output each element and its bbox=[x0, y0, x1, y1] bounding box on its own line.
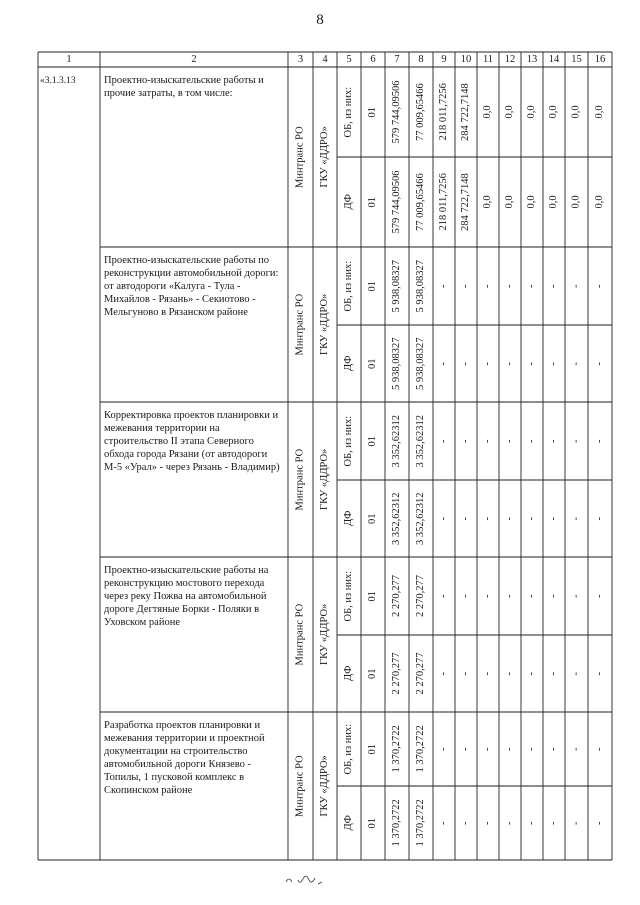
cell-c10: - bbox=[460, 747, 471, 751]
cell-c9: - bbox=[438, 439, 449, 443]
cell-c6: 01 bbox=[367, 744, 378, 755]
cell-c8: 1 370,2722 bbox=[415, 799, 426, 847]
cell-c15: - bbox=[570, 594, 582, 598]
cell-c7: 3 352,62312 bbox=[391, 492, 402, 545]
cell-c13: - bbox=[526, 439, 537, 443]
cell-c11: - bbox=[482, 821, 493, 825]
cell-c10: - bbox=[460, 284, 471, 288]
cell-c7: 1 370,2722 bbox=[391, 799, 402, 847]
cell-c15: - bbox=[570, 672, 582, 676]
cell-c13: 0,0 bbox=[526, 105, 537, 119]
cell-c8: 1 370,2722 bbox=[415, 725, 426, 773]
cell-c5: ОБ, из них: bbox=[343, 415, 354, 467]
cell-c6: 01 bbox=[367, 591, 378, 602]
responsible-ministry: Минтранс РО bbox=[294, 755, 306, 817]
header-cell-13: 13 bbox=[526, 54, 538, 65]
cell-c7: 579 744,09506 bbox=[391, 170, 402, 234]
cell-c6: 01 bbox=[367, 358, 378, 369]
cell-c13: 0,0 bbox=[526, 195, 537, 209]
cell-c13: - bbox=[526, 672, 537, 676]
header-cell-9: 9 bbox=[441, 54, 447, 65]
header-cell-14: 14 bbox=[548, 54, 560, 65]
cell-c16: - bbox=[594, 747, 605, 751]
cell-c11: - bbox=[482, 594, 493, 598]
cell-c6: 01 bbox=[367, 668, 378, 679]
cell-c16: 0,0 bbox=[594, 105, 605, 119]
cell-c11: - bbox=[482, 747, 493, 751]
header-cell-16: 16 bbox=[594, 54, 606, 65]
cell-c5: ДФ bbox=[343, 194, 354, 210]
cell-c13: - bbox=[526, 517, 537, 521]
cell-c11: - bbox=[482, 672, 493, 676]
section-code: «3.1.3.13 bbox=[40, 76, 76, 86]
cell-c9: - bbox=[438, 517, 449, 521]
cell-c16: - bbox=[594, 284, 605, 288]
cell-c6: 01 bbox=[367, 436, 378, 447]
cell-c12: - bbox=[504, 747, 515, 751]
cell-c14: - bbox=[548, 517, 559, 521]
cell-c11: 0,0 bbox=[482, 195, 493, 209]
responsible-agency: ГКУ «ДДРО» bbox=[319, 755, 330, 817]
cell-c11: - bbox=[482, 284, 493, 288]
header-cell-5: 5 bbox=[346, 54, 352, 65]
cell-c16: - bbox=[594, 517, 605, 521]
cell-c7: 579 744,09506 bbox=[391, 80, 402, 144]
cell-c12: - bbox=[504, 821, 515, 825]
cell-c13: - bbox=[526, 747, 537, 751]
cell-c16: - bbox=[594, 439, 605, 443]
cell-c12: 0,0 bbox=[504, 195, 515, 209]
cell-c8: 77 009,65466 bbox=[415, 83, 426, 141]
cell-c16: 0,0 bbox=[594, 195, 605, 209]
cell-c15: - bbox=[570, 439, 582, 443]
cell-c12: 0,0 bbox=[504, 105, 515, 119]
responsible-agency: ГКУ «ДДРО» bbox=[319, 603, 330, 665]
header-cell-10: 10 bbox=[460, 54, 472, 65]
cell-c15: - bbox=[570, 747, 582, 751]
cell-c10: - bbox=[460, 672, 471, 676]
cell-c9: - bbox=[438, 362, 449, 366]
cell-c5: ОБ, из них: bbox=[343, 86, 354, 138]
cell-c12: - bbox=[504, 672, 515, 676]
cell-c8: 5 938,08327 bbox=[415, 260, 426, 313]
cell-c15: - bbox=[570, 517, 582, 521]
cell-c5: ДФ bbox=[343, 355, 354, 371]
cell-c13: - bbox=[526, 284, 537, 288]
responsible-agency: ГКУ «ДДРО» bbox=[319, 293, 330, 355]
cell-c5: ДФ bbox=[343, 665, 354, 681]
cell-c15: - bbox=[570, 284, 582, 288]
cell-c7: 5 938,08327 bbox=[391, 260, 402, 313]
cell-c5: ОБ, из них: bbox=[343, 570, 354, 622]
cell-c8: 3 352,62312 bbox=[415, 415, 426, 468]
row-description: Разработка проектов планировки и межевания территории и проектной документации на строительство автомобильной дороги Князево - Топилы, 1 пусковой комплекс в Скопинском районе bbox=[104, 720, 265, 796]
cell-c6: 01 bbox=[367, 107, 378, 118]
cell-c7: 5 938,08327 bbox=[391, 337, 402, 390]
header-cell-2: 2 bbox=[191, 54, 197, 65]
cell-c9: - bbox=[438, 284, 449, 288]
cell-c14: 0,0 bbox=[548, 105, 559, 119]
header-cell-7: 7 bbox=[394, 54, 400, 65]
cell-c12: - bbox=[504, 594, 515, 598]
cell-c13: - bbox=[526, 821, 537, 825]
cell-c6: 01 bbox=[367, 197, 378, 208]
cell-c8: 5 938,08327 bbox=[415, 337, 426, 390]
header-cell-8: 8 bbox=[418, 54, 424, 65]
header-cell-15: 15 bbox=[571, 54, 582, 65]
cell-c11: - bbox=[482, 362, 493, 366]
cell-c8: 77 009,65466 bbox=[415, 173, 426, 231]
cell-c14: - bbox=[548, 362, 559, 366]
cell-c14: - bbox=[548, 821, 559, 825]
responsible-agency: ГКУ «ДДРО» bbox=[319, 126, 330, 188]
cell-c16: - bbox=[594, 672, 605, 676]
row-description: Проектно-изыскательские работы по реконструкции автомобильной дороги: от автодороги «Калуга - Тула - Михайлов - Рязань» - Секиотово - Мельгуново в Рязанском районе bbox=[104, 255, 279, 318]
responsible-ministry: Минтранс РО bbox=[294, 126, 306, 188]
cell-c13: - bbox=[526, 594, 537, 598]
cell-c14: - bbox=[548, 439, 559, 443]
header-cell-12: 12 bbox=[504, 54, 516, 65]
cell-c12: - bbox=[504, 517, 515, 521]
cell-c14: - bbox=[548, 284, 559, 288]
header-cell-6: 6 bbox=[370, 54, 376, 65]
responsible-ministry: Минтранс РО bbox=[294, 603, 306, 666]
cell-c12: - bbox=[504, 284, 515, 288]
header-cell-4: 4 bbox=[322, 54, 328, 65]
cell-c14: - bbox=[548, 747, 559, 751]
cell-c6: 01 bbox=[367, 513, 378, 524]
header-cell-1: 1 bbox=[66, 54, 72, 65]
cell-c13: - bbox=[526, 362, 537, 366]
header-cell-3: 3 bbox=[297, 54, 304, 65]
cell-c10: 284 722,7148 bbox=[460, 83, 471, 141]
cell-c9: - bbox=[438, 747, 449, 751]
header-cell-11: 11 bbox=[482, 54, 494, 65]
cell-c10: 284 722,7148 bbox=[460, 173, 471, 231]
row-description: Проектно-изыскательские работы и прочие затраты, в том числе: bbox=[104, 75, 264, 99]
cell-c10: - bbox=[460, 517, 471, 521]
cell-c14: - bbox=[548, 672, 559, 676]
cell-c16: - bbox=[594, 821, 605, 825]
cell-c15: 0,0 bbox=[570, 105, 582, 119]
cell-c16: - bbox=[594, 594, 605, 598]
cell-c8: 3 352,62312 bbox=[415, 492, 426, 545]
cell-c8: 2 270,277 bbox=[415, 575, 426, 617]
cell-c10: - bbox=[460, 594, 471, 598]
cell-c9: - bbox=[438, 594, 449, 598]
cell-c11: - bbox=[482, 439, 493, 443]
row-description: Корректировка проектов планировки и межевания территории на строительство II этапа Северного обхода города Рязани (от автодороги М-5 «Урал» - через Рязань - Владимир) bbox=[104, 410, 280, 473]
cell-c5: ОБ, из них: bbox=[343, 723, 354, 775]
cell-c15: - bbox=[570, 821, 582, 825]
cell-c7: 2 270,277 bbox=[391, 652, 402, 695]
cell-c9: - bbox=[438, 672, 449, 676]
cell-c5: ДФ bbox=[343, 815, 354, 831]
cell-c10: - bbox=[460, 362, 471, 366]
page-number: 8 bbox=[316, 12, 324, 28]
cell-c10: - bbox=[460, 821, 471, 825]
cell-c11: 0,0 bbox=[482, 105, 493, 119]
cell-c9: - bbox=[438, 821, 449, 825]
cell-c5: ОБ, из них: bbox=[343, 260, 354, 312]
responsible-agency: ГКУ «ДДРО» bbox=[319, 448, 330, 510]
cell-c14: 0,0 bbox=[548, 195, 559, 209]
row-description: Проектно-изыскательские работы на реконструкцию мостового перехода через реку Пожва на автомобильной дороге Дегтяные Борки - Поляки в Уховском районе bbox=[104, 565, 269, 628]
cell-c11: - bbox=[482, 517, 493, 521]
cell-c15: 0,0 bbox=[570, 195, 582, 209]
cell-c12: - bbox=[504, 362, 515, 366]
cell-c8: 2 270,277 bbox=[415, 652, 426, 695]
cell-c14: - bbox=[548, 594, 559, 598]
cell-c6: 01 bbox=[367, 281, 378, 292]
responsible-ministry: Минтранс РО bbox=[294, 448, 306, 511]
cell-c12: - bbox=[504, 439, 515, 443]
cell-c6: 01 bbox=[367, 818, 378, 829]
cell-c16: - bbox=[594, 362, 605, 366]
responsible-ministry: Минтранс РО bbox=[294, 293, 306, 356]
cell-c9: 218 011,7256 bbox=[438, 173, 449, 231]
cell-c7: 1 370,2722 bbox=[391, 725, 402, 773]
cell-c10: - bbox=[460, 439, 471, 443]
cell-c7: 2 270,277 bbox=[391, 575, 402, 617]
cell-c15: - bbox=[570, 362, 582, 366]
cell-c9: 218 011,7256 bbox=[438, 83, 449, 141]
cell-c7: 3 352,62312 bbox=[391, 415, 402, 468]
cell-c5: ДФ bbox=[343, 510, 354, 526]
